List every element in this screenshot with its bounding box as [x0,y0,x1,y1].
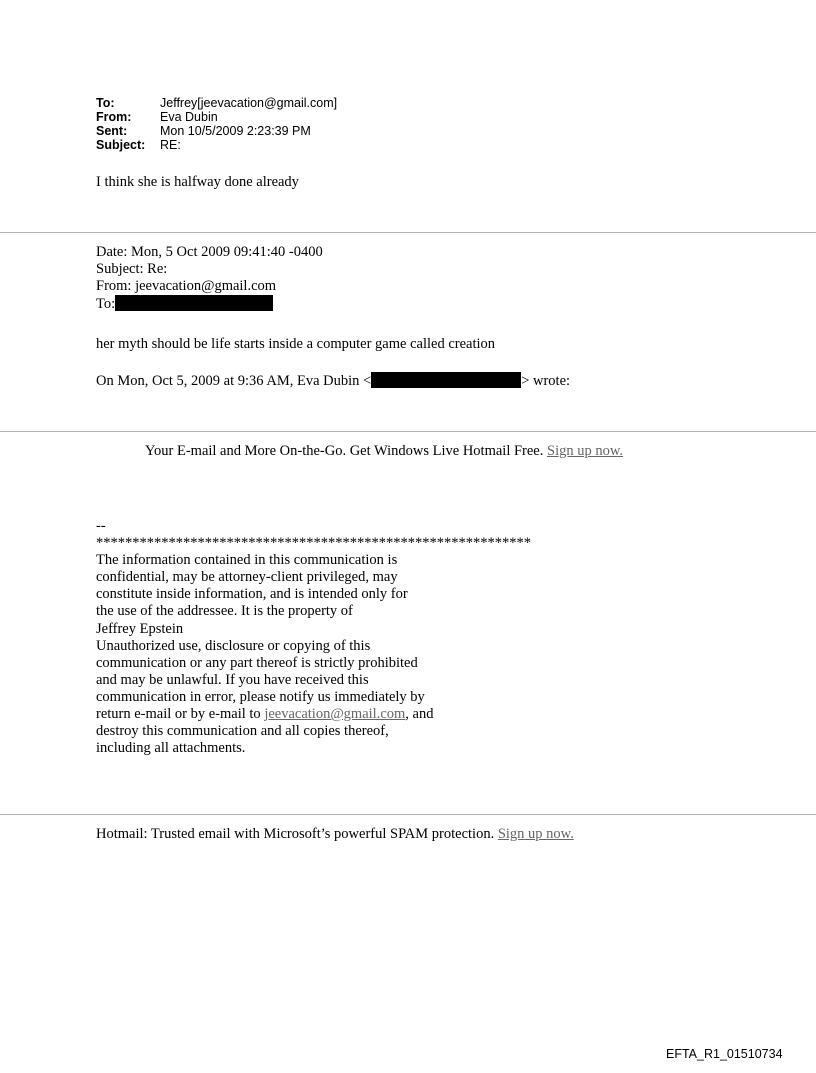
wrote-suffix: > wrote: [521,373,571,389]
from-row [96,110,337,124]
to-label: To: [96,96,115,110]
disclaimer-line: communication or any part thereof is strictly prohibited [96,654,418,671]
to-row [96,96,337,110]
wrote-line [96,372,570,390]
disclaimer-line: The information contained in this communication is [96,552,398,569]
document-id: EFTA_R1_01510734 [666,1047,783,1061]
quoted-date: Date: Mon, 5 Oct 2009 09:41:40 -0400 [96,244,323,260]
disclaimer-return-line [96,706,531,723]
disclaimer-line: Jeffrey Epstein [96,620,184,637]
disclaimer-line: constitute inside information, and is intended only for [96,586,408,603]
quoted-to-label: To: [96,296,116,312]
return-prefix: return e-mail or by e-mail to [96,706,265,723]
quoted-body: her myth should be life starts inside a computer game called creation [96,336,496,352]
ad1-signup-link[interactable]: Sign up now. [547,443,623,459]
redaction-bar [371,372,521,388]
quoted-from: From: jeevacation@gmail.com [96,278,277,294]
ad2-signup-link[interactable]: Sign up now. [497,826,574,842]
divider-2 [0,431,816,432]
quoted-to-row [96,295,323,313]
disclaimer-line: including all attachments. [96,740,246,757]
sent-value: Mon 10/5/2009 2:23:39 PM [160,124,311,138]
disclaimer-line: destroy this communication and all copies thereof, [96,723,389,740]
disclaimer-dashes: -- [96,518,106,534]
to-value: Jeffrey[jeevacation@gmail.com] [160,96,338,110]
email-link[interactable]: jeevacation@gmail.com [264,706,406,723]
quoted-message [96,244,323,313]
hotmail-ad-2 [96,826,574,843]
divider-3 [0,814,816,815]
subject-row [96,138,337,152]
sent-row [96,124,337,138]
from-label: From: [96,110,132,124]
wrote-prefix: On Mon, Oct 5, 2009 at 9:36 AM, Eva Dubin < [96,373,372,389]
disclaimer-line: the use of the addressee. It is the property of [96,603,353,620]
quoted-subject: Subject: Re: [96,261,168,277]
redaction-bar [115,295,273,311]
from-value: Eva Dubin [160,110,218,124]
reply-body: I think she is halfway done already [96,174,299,190]
return-suffix: , and [405,706,434,723]
disclaimer-line: communication in error, please notify us immediately by [96,688,425,705]
sent-label: Sent: [96,124,128,138]
disclaimer-line: Unauthorized use, disclosure or copying of this [96,637,371,654]
disclaimer [96,518,531,757]
divider-1 [0,232,816,233]
subject-label: Subject: [96,138,146,152]
email-header [96,96,337,152]
disclaimer-stars: ************************************************************ [96,535,531,552]
disclaimer-line: and may be unlawful. If you have received this [96,671,369,688]
subject-value: RE: [160,138,181,152]
ad2-text: Hotmail: Trusted email with Microsoft’s powerful SPAM protection. [96,826,498,842]
hotmail-ad-1 [145,443,623,460]
ad1-text: Your E-mail and More On-the-Go. Get Windows Live Hotmail Free. [145,443,547,459]
disclaimer-line: confidential, may be attorney-client privileged, may [96,569,398,586]
